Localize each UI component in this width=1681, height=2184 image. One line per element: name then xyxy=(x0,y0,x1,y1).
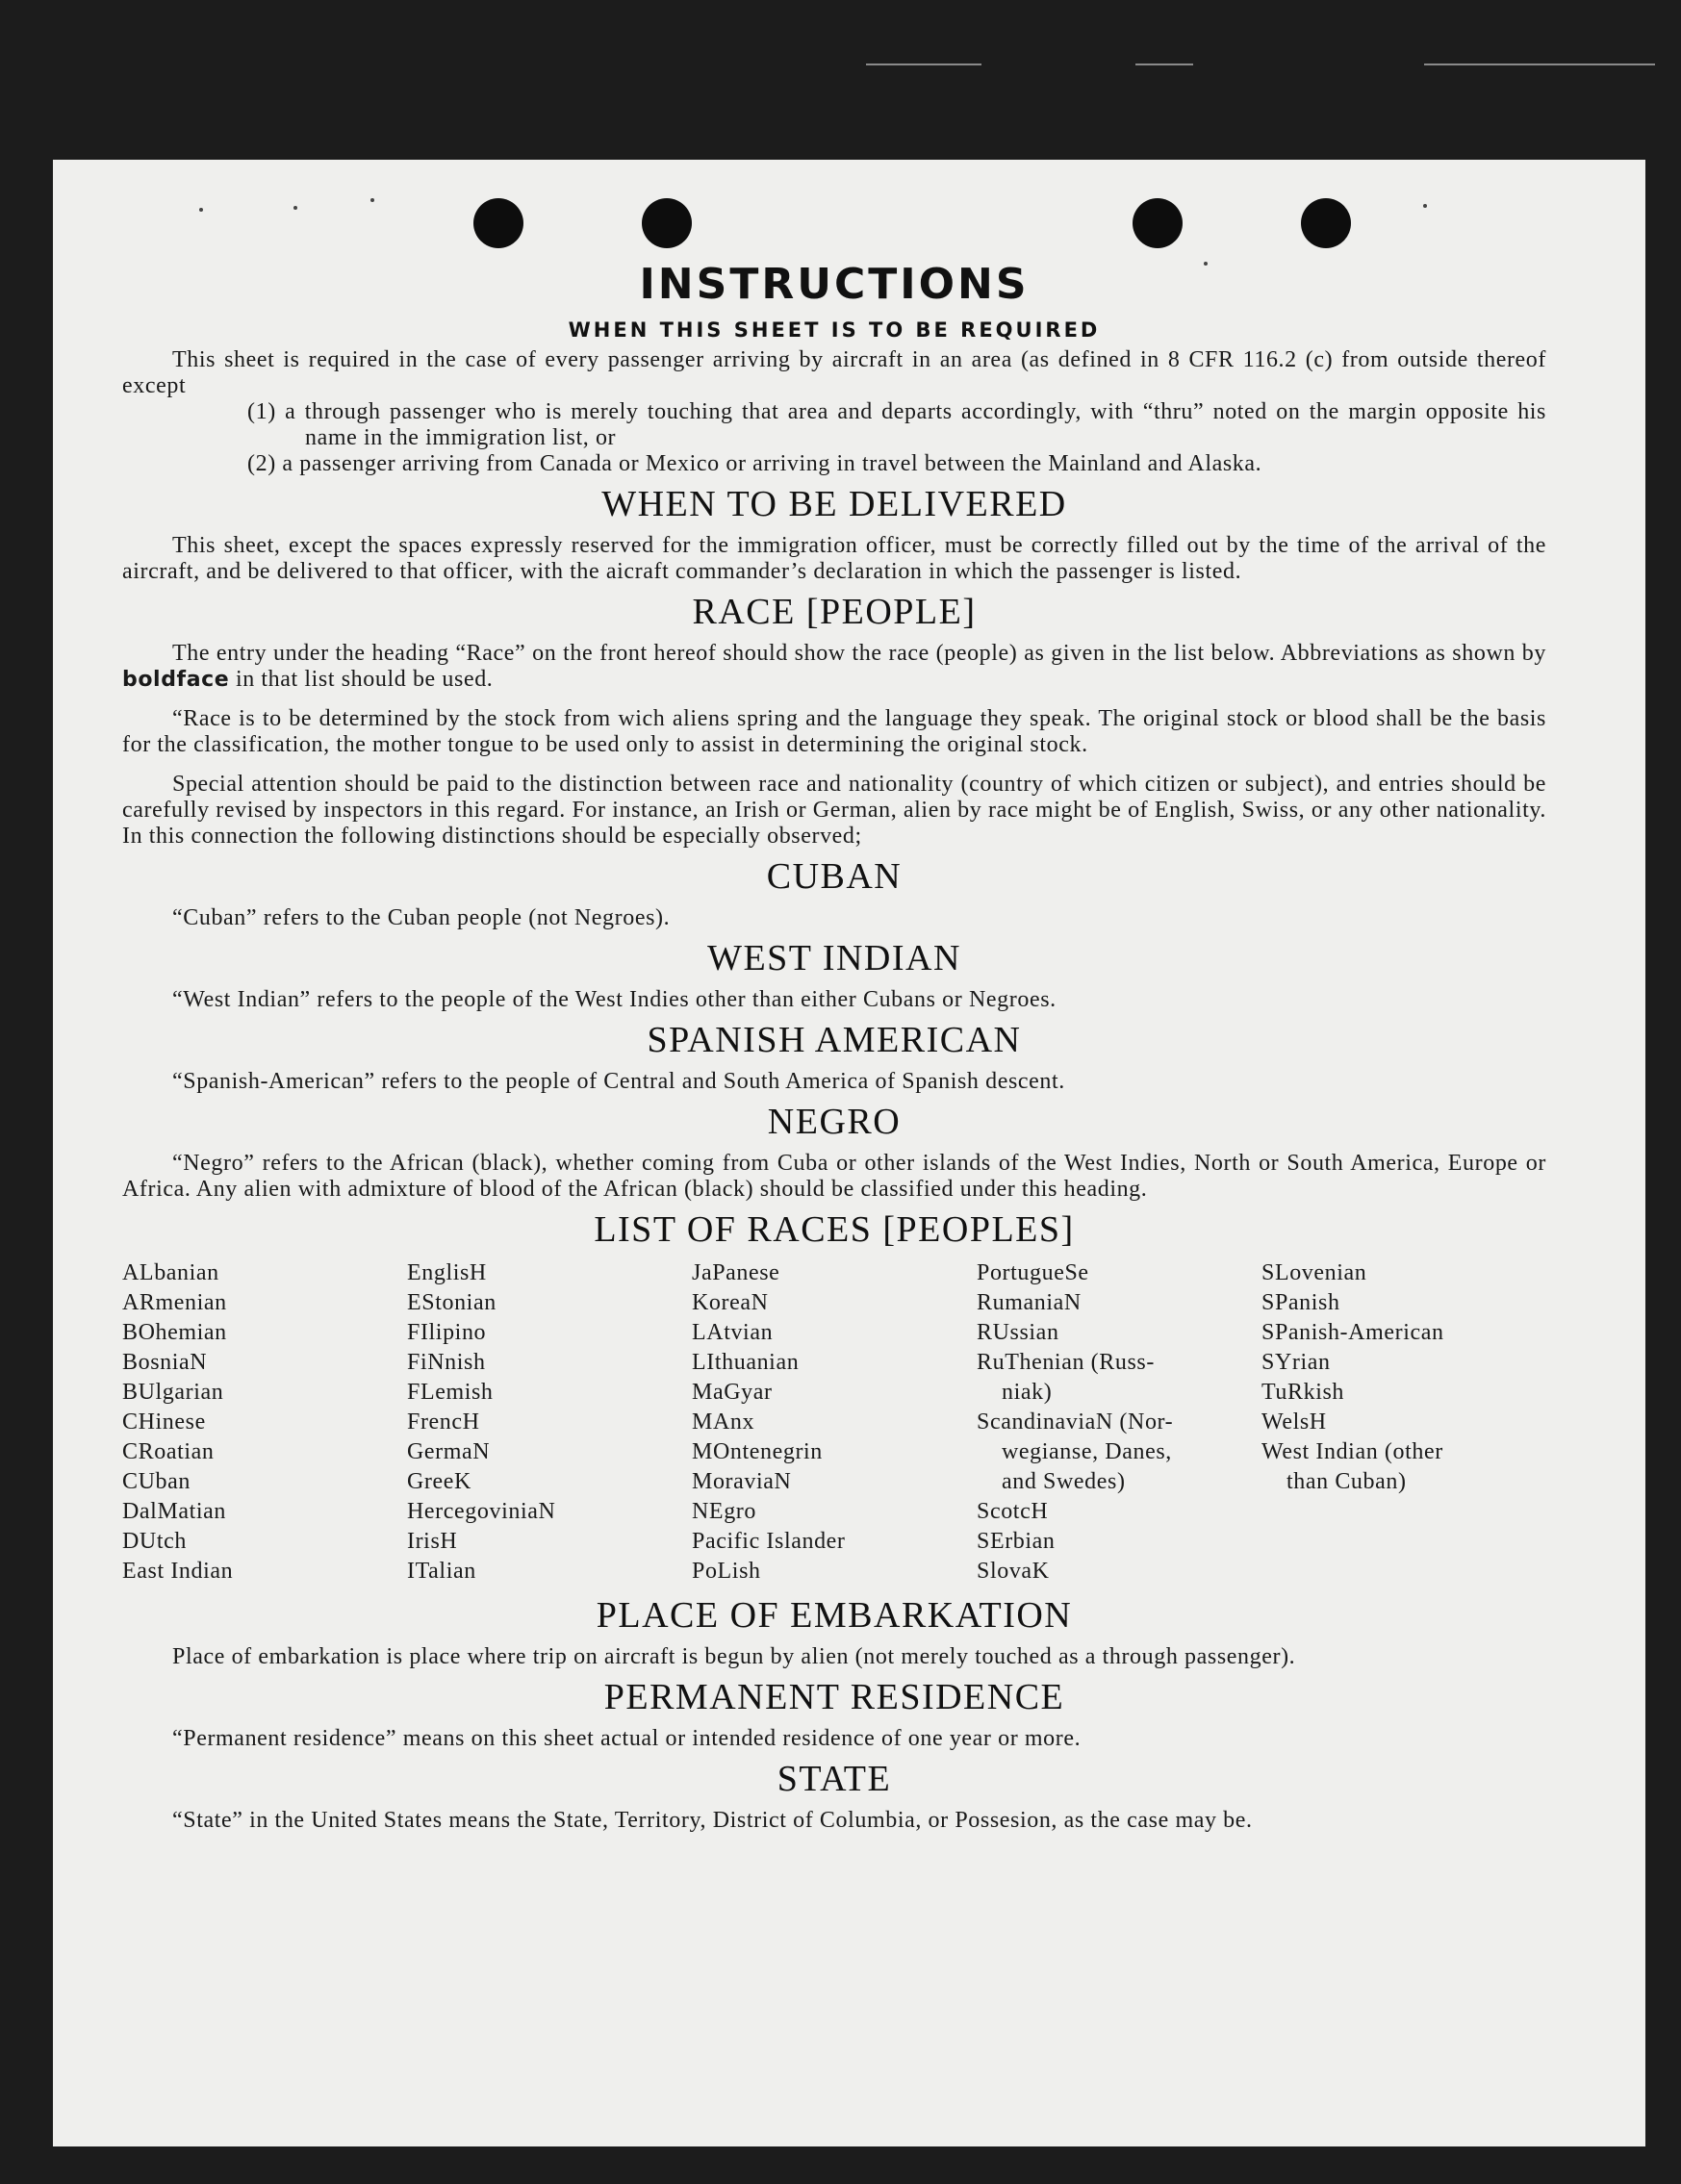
race-entry: DUtch xyxy=(122,1529,187,1554)
race-p1-end: in that list should be used. xyxy=(229,667,494,692)
race-entry: PortugueSe xyxy=(977,1260,1089,1285)
race-entry: SlovaK xyxy=(977,1559,1050,1584)
race-p1-bold: boldface xyxy=(122,668,230,692)
punch-hole xyxy=(1301,198,1351,248)
race-entry: BosniaN xyxy=(122,1350,208,1375)
race-entry: FIlipino xyxy=(407,1320,487,1345)
race-entry: BOhemian xyxy=(122,1320,227,1345)
race-entry: CUban xyxy=(122,1469,191,1494)
race-entry: FLemish xyxy=(407,1380,494,1405)
punch-hole xyxy=(642,198,692,248)
race-entry: MOntenegrin xyxy=(692,1439,823,1464)
races-column xyxy=(122,1258,407,1587)
sheet-content xyxy=(122,260,1546,1834)
race-entry: West Indian (other xyxy=(1261,1439,1443,1464)
scan-edge-mark xyxy=(866,63,981,65)
race-entry: wegianse, Danes, xyxy=(1002,1439,1172,1464)
speck xyxy=(1423,204,1427,208)
race-entry: PoLish xyxy=(692,1559,761,1584)
race-entry: EStonian xyxy=(407,1290,497,1315)
heading-negro: NEGRO xyxy=(767,1102,902,1142)
race-entry: FrencH xyxy=(407,1409,480,1435)
race-entry: GermaN xyxy=(407,1439,491,1464)
negro-text: “Negro” refers to the African (black), whether coming from Cuba or other islands of the West Indies, North or South America, Europe or Africa. Any alien with admixture of blood of the African (black) should be classified under this heading. xyxy=(122,1151,1546,1202)
race-entry: CHinese xyxy=(122,1409,206,1435)
race-entry: ScotcH xyxy=(977,1499,1049,1524)
heading-permanent-residence: PERMANENT RESIDENCE xyxy=(603,1677,1065,1717)
race-entry: RuThenian (Russ- xyxy=(977,1350,1155,1375)
race-entry: ITalian xyxy=(407,1559,476,1584)
heading-race: RACE [PEOPLE] xyxy=(692,592,977,632)
race-entry: MaGyar xyxy=(692,1380,773,1405)
heading-west-indian: WEST INDIAN xyxy=(707,938,961,978)
races-list xyxy=(122,1258,1546,1587)
race-entry: DalMatian xyxy=(122,1499,227,1524)
race-paragraph-3: Special attention should be paid to the distinction between race and nationality (country of which citizen or subject), and entries should be carefully revised by inspectors in this regard. For instance, an Irish or German, alien by race might be of English, Swiss, or any other nationality. In this connection the following distinctions should be especially observed; xyxy=(122,772,1546,849)
race-entry: WelsH xyxy=(1261,1409,1327,1435)
speck xyxy=(370,198,374,202)
scan-edge-mark xyxy=(1135,63,1193,65)
race-entry: SPanish xyxy=(1261,1290,1340,1315)
heading-cuban: CUBAN xyxy=(766,856,903,897)
embarkation-text: Place of embarkation is place where trip on aircraft is begun by alien (not merely touched as a through passenger). xyxy=(172,1644,1296,1669)
residence-text: “Permanent residence” means on this sheet actual or intended residence of one year or more. xyxy=(172,1726,1082,1751)
race-entry: MoraviaN xyxy=(692,1469,792,1494)
race-entry: BUlgarian xyxy=(122,1380,224,1405)
races-column xyxy=(407,1258,692,1587)
race-entry: TuRkish xyxy=(1261,1380,1345,1405)
race-entry: GreeK xyxy=(407,1469,471,1494)
spanish-american-text: “Spanish-American” refers to the people of Central and South America of Spanish descent. xyxy=(172,1069,1065,1094)
race-entry: ALbanian xyxy=(122,1260,219,1285)
speck xyxy=(199,208,203,212)
race-entry: SYrian xyxy=(1261,1350,1331,1375)
speck xyxy=(293,206,297,210)
race-entry: MAnx xyxy=(692,1409,755,1435)
state-text: “State” in the United States means the State, Territory, District of Columbia, or Possesion, as the case may be. xyxy=(172,1808,1253,1833)
race-entry: RumaniaN xyxy=(977,1290,1082,1315)
scan-edge-mark xyxy=(1424,63,1655,65)
punch-hole xyxy=(473,198,523,248)
race-entry: KoreaN xyxy=(692,1290,769,1315)
required-intro: This sheet is required in the case of every passenger arriving by aircraft in an area (as defined in 8 CFR 116.2 (c) from outside thereof except xyxy=(122,347,1546,398)
section-subtitle: WHEN THIS SHEET IS TO BE REQUIRED xyxy=(568,318,1101,342)
required-item-2: (2) a passenger arriving from Canada or Mexico or arriving in travel between the Mainland and Alaska. xyxy=(247,451,1262,476)
race-entry: ARmenian xyxy=(122,1290,227,1315)
delivered-text: This sheet, except the spaces expressly reserved for the immigration officer, must be correctly filled out by the time of the arrival of the aircraft, and be delivered to that officer, with the aicraft commander’s declaration in which the passenger is listed. xyxy=(122,533,1546,584)
races-column xyxy=(977,1258,1261,1587)
race-entry: Pacific Islander xyxy=(692,1529,846,1554)
heading-spanish-american: SPANISH AMERICAN xyxy=(647,1020,1022,1060)
race-entry: NEgro xyxy=(692,1499,756,1524)
race-entry: SErbian xyxy=(977,1529,1056,1554)
race-entry: FiNnish xyxy=(407,1350,486,1375)
required-item-1: (1) a through passenger who is merely touching that area and departs accordingly, with “thru” noted on the margin opposite his name in the immigration list, or xyxy=(247,399,1546,450)
heading-place-of-embarkation: PLACE OF EMBARKATION xyxy=(596,1595,1073,1636)
heading-list-of-races: LIST OF RACES [PEOPLES] xyxy=(594,1209,1075,1250)
race-entry: IrisH xyxy=(407,1529,458,1554)
race-paragraph-2: “Race is to be determined by the stock from wich aliens spring and the language they speak. The original stock or blood shall be the basis for the classification, the mother tongue to be used only to assist in determining the original stock. xyxy=(122,706,1546,757)
race-entry: LIthuanian xyxy=(692,1350,800,1375)
heading-when-delivered: WHEN TO BE DELIVERED xyxy=(601,484,1067,524)
race-p1-start: The entry under the heading “Race” on the front hereof should show the race (people) as given in the list below. Abbreviations as shown by xyxy=(172,641,1546,666)
race-entry: LAtvian xyxy=(692,1320,774,1345)
heading-state: STATE xyxy=(777,1759,892,1799)
race-entry: niak) xyxy=(1002,1380,1053,1405)
race-entry: JaPanese xyxy=(692,1260,780,1285)
races-column xyxy=(692,1258,977,1587)
race-entry: East Indian xyxy=(122,1559,234,1584)
race-entry: EnglisH xyxy=(407,1260,487,1285)
race-entry: ScandinaviaN (Nor- xyxy=(977,1409,1174,1435)
instruction-sheet xyxy=(53,160,1645,2146)
race-entry: CRoatian xyxy=(122,1439,215,1464)
west-indian-text: “West Indian” refers to the people of the West Indies other than either Cubans or Negroes. xyxy=(172,987,1057,1012)
cuban-text: “Cuban” refers to the Cuban people (not Negroes). xyxy=(172,905,671,930)
punch-hole xyxy=(1133,198,1183,248)
race-entry: than Cuban) xyxy=(1286,1469,1407,1494)
race-entry: and Swedes) xyxy=(1002,1469,1126,1494)
race-entry: RUssian xyxy=(977,1320,1059,1345)
race-entry: HercegoviniaN xyxy=(407,1499,556,1524)
races-column xyxy=(1261,1258,1546,1587)
page-title: INSTRUCTIONS xyxy=(639,260,1030,309)
race-entry: SLovenian xyxy=(1261,1260,1367,1285)
race-paragraph-1 xyxy=(122,641,1546,693)
race-entry: SPanish-American xyxy=(1261,1320,1444,1345)
